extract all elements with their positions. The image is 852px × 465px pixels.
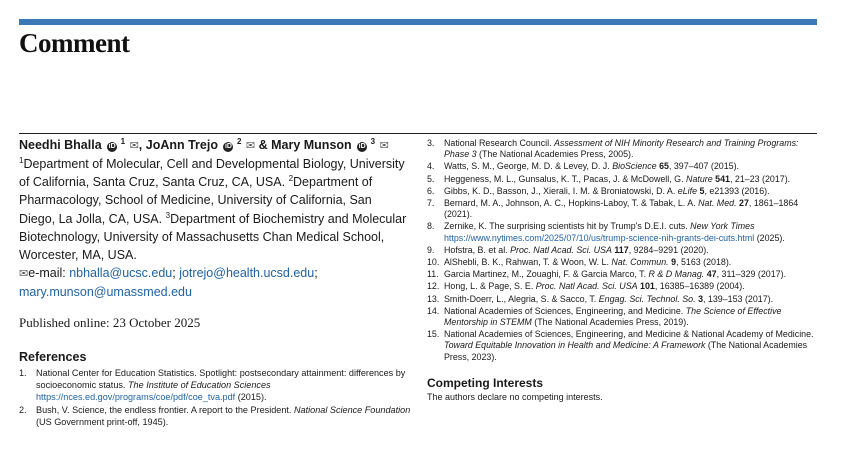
envelope-icon: ✉ <box>19 268 29 281</box>
reference-item: 4. Watts, S. M., George, M. D. & Levey, D. J. BioScience 65, 397–407 (2015). <box>427 161 740 172</box>
affiliation-text: Department of Pharmacology, School of Medicine, University of California, San Diego, La Jolla, CA, USA. <box>19 175 373 226</box>
competing-interests-heading: Competing Interests <box>427 375 544 390</box>
reference-item: 11. Garcia Martinez, M., Zouaghi, F. & Garcia Marco, T. R & D Manag. 47, 311–329 (2017). <box>427 269 787 280</box>
email-link[interactable]: nbhalla@ucsc.edu <box>69 266 173 281</box>
orcid-icon[interactable]: iD <box>108 143 116 150</box>
envelope-icon[interactable]: ✉ <box>379 140 389 152</box>
reference-item: 3. National Research Council. Assessment of NIH Minority Research and Training Programs: Phase 3 (The National Academies Press, 2005). <box>427 138 799 160</box>
reference-item: 15. National Academies of Sciences, Engineering, and Medicine & National Academy of Medicine. Toward Equitable Innovation in Health and Medicine: A Framework (The National Academies Press, 2023). <box>427 329 814 362</box>
right-column <box>427 138 819 403</box>
author-line: Needhi Bhalla iD $^1$ ✉, JoAnn Trejo iD $^2$ ✉ & Mary Munson iD $^3$ ✉ <box>19 136 389 152</box>
affiliation-marker: 2 <box>288 174 294 184</box>
affiliation-marker: 1 <box>120 136 126 146</box>
reference-item: 6. Gibbs, K. D., Basson, J., Xierali, I. M. & Broniatowski, D. A. eLife 5, e21393 (2016). <box>427 185 770 196</box>
email-link[interactable]: jotrejo@health.ucsd.edu <box>179 266 315 281</box>
author-name: JoAnn Trejo <box>145 138 218 152</box>
author-name: Needhi Bhalla <box>19 138 102 152</box>
email-link[interactable]: mary.munson@umassmed.edu <box>19 285 192 300</box>
envelope-icon[interactable]: ✉ <box>129 140 139 152</box>
divider <box>19 133 817 134</box>
reference-list <box>427 138 819 363</box>
reference-item: 1. National Center for Education Statistics. Spotlight: postsecondary attainment: differences by socioeconomic status. The Institute of Education Sciences https://nces.ed.gov/programs/coe/pdf/coe_tva.pdf (2015). <box>19 367 406 402</box>
left-column <box>19 137 411 429</box>
affiliation-text: Department of Biochemistry and Molecular Biotechnology, University of Massachusetts Chan Medical School, Worcester, MA, USA. <box>19 211 407 263</box>
reference-item: 12. Hong, L. & Page, S. E. Proc. Natl Acad. Sci. USA 101, 16385–16389 (2004). <box>427 281 745 292</box>
author-name: Mary Munson <box>271 138 352 152</box>
published-date: Published online: 23 October 2025 <box>19 314 201 330</box>
header-accent-bar <box>19 19 817 25</box>
reference-item: 13. Smith-Doerr, L., Alegria, S. & Sacco, T. Engag. Sci. Technol. So. 3, 139–153 (2017). <box>427 293 774 304</box>
reference-item: 8. Zernike, K. The surprising scientists hit by Trump's D.E.I. cuts. New York Times https://www.nytimes.com/2025/07/10/us/trump-science-nih-grants-dei-cuts.html (2025). <box>427 221 785 243</box>
envelope-icon[interactable]: ✉ <box>245 140 256 152</box>
reference-item: 2. Bush, V. Science, the endless frontier. A report to the President. National Science Foundation (US Government print-off, 1945). <box>19 404 411 427</box>
reference-item: 7. Bernard, M. A., Johnson, A. C., Hopkins-Laboy, T. & Tabak, L. A. Nat. Med. 27, 1861–1864 (2021). <box>427 198 799 220</box>
ampersand: & <box>258 138 268 152</box>
orcid-icon[interactable]: iD <box>224 143 232 150</box>
orcid-icon[interactable]: iD <box>358 143 366 150</box>
affiliation-marker: 3 <box>165 210 171 220</box>
affiliation-marker: 2 <box>236 136 242 146</box>
reference-link[interactable]: https://nces.ed.gov/programs/coe/pdf/coe_tva.pdf <box>36 391 236 402</box>
email-line: ✉e-mail: nbhalla@ucsc.edu; jotrejo@health.ucsd.edu; mary.munson@umassmed.edu <box>19 266 318 300</box>
reference-item: 5. Heggeness, M. L., Gunsalus, K. T., Pacas, J. & McDowell, G. Nature 541, 21–23 (2017). <box>427 173 791 184</box>
affiliation-marker: 3 <box>370 136 376 146</box>
competing-interests-text: The authors declare no competing interests. <box>427 391 603 402</box>
reference-link[interactable]: https://www.nytimes.com/2025/07/10/us/trump-science-nih-grants-dei-cuts.html <box>444 232 755 243</box>
reference-item: 14. National Academies of Sciences, Engineering, and Medicine. The Science of Effective Mentorship in STEMM (The National Academies Press, 2019). <box>427 305 782 328</box>
affiliation-marker: 1 <box>19 155 24 165</box>
reference-item: 9. Hofstra, B. et al. Proc. Natl Acad. Sci. USA 117, 9284–9291 (2020). <box>427 244 709 255</box>
references-heading: References <box>19 349 87 364</box>
section-title: Comment <box>19 28 130 58</box>
reference-list <box>19 367 411 428</box>
reference-item: 10. AlShebli, B. K., Rahwan, T. & Woon, W. L. Nat. Commun. 9, 5163 (2018). <box>427 257 732 268</box>
affiliation-text: Department of Molecular, Cell and Developmental Biology, University of California, Santa Cruz, Santa Cruz, CA, USA. <box>19 157 405 190</box>
affiliations <box>19 155 411 264</box>
email-label: e-mail: <box>28 266 70 281</box>
